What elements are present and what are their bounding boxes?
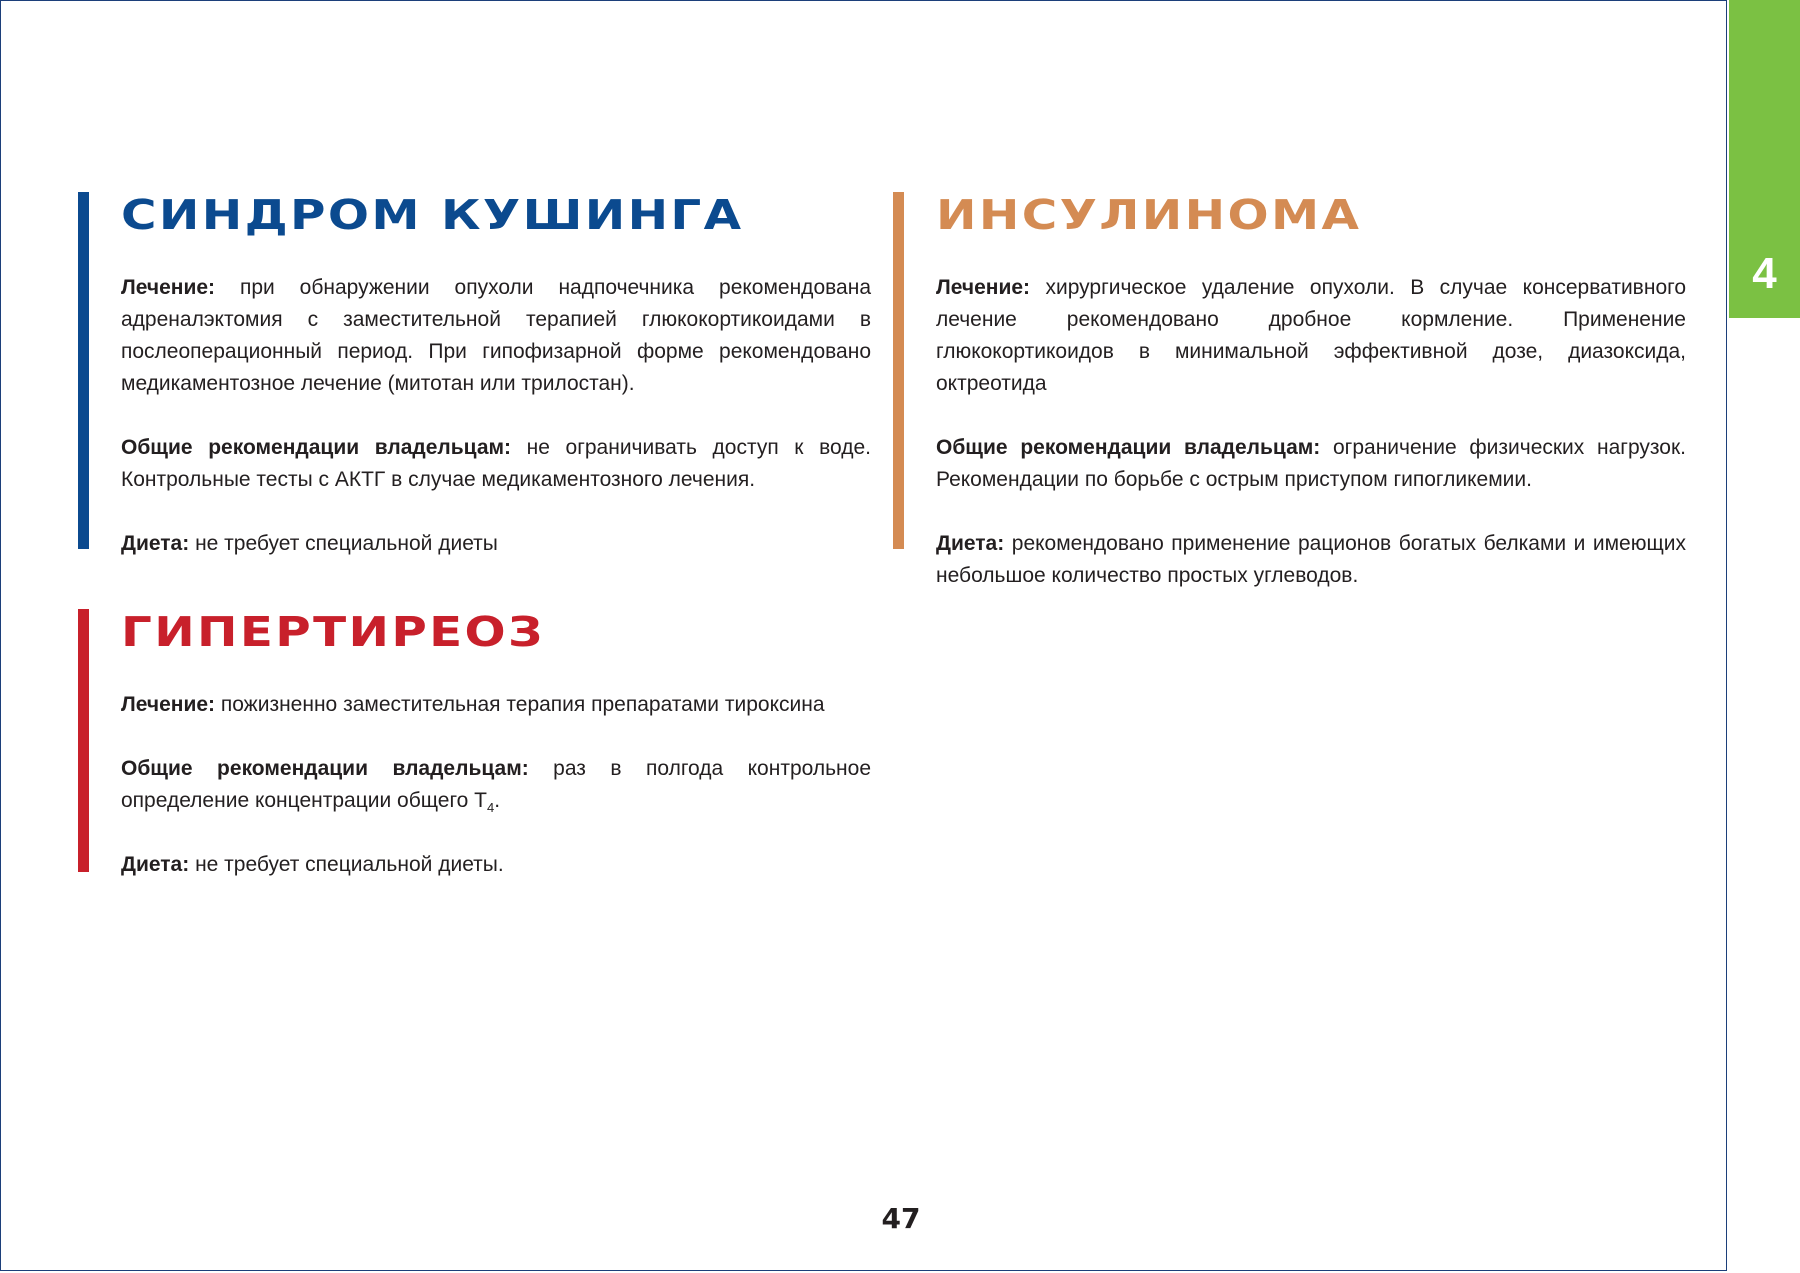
section-cushing-title: СИНДРОМ КУШИНГА <box>121 191 744 239</box>
insulinoma-diet-label: Диета: <box>936 532 1005 555</box>
insulinoma-owners-label: Общие рекомендации владельцам: <box>936 436 1321 459</box>
cushing-diet-label: Диета: <box>121 532 190 555</box>
page-number: 47 <box>881 1202 921 1235</box>
insulinoma-treatment <box>936 272 1686 400</box>
cushing-owners-label: Общие рекомендации владельцам: <box>121 436 512 459</box>
section-hyperthyroid-accent-bar <box>78 609 89 872</box>
chapter-number: 4 <box>1752 249 1777 298</box>
hyperthyroid-owners-end: . <box>494 789 501 812</box>
cushing-owners <box>121 432 871 496</box>
hyperthyroid-diet <box>121 849 871 881</box>
hyperthyroid-owners <box>121 753 871 817</box>
cushing-diet <box>121 528 871 560</box>
insulinoma-owners <box>936 432 1686 496</box>
insulinoma-treatment-text: хирургическое удаление опухоли. В случае консервативного лечение рекомендовано дробное кормление. Применение глюкокортикоидов в минимальной эффективной дозе, диазоксида, октреотида <box>936 276 1686 395</box>
hyperthyroid-owners-text: раз в полгода контрольное определение концентрации общего Т <box>121 757 871 812</box>
cushing-treatment-text: при обнаружении опухоли надпочечника рекомендована адреналэктомия с заместительной терапией глюкокортикоидами в послеоперационный период. При гипофизарной форме рекомендовано медикаментозное лечение (митотан или трилостан). <box>121 276 871 395</box>
cushing-owners-text: не ограничивать доступ к воде. Контрольные тесты с АКТГ в случае медикаментозного лечения. <box>121 436 872 491</box>
hyperthyroid-diet-label: Диета: <box>121 853 190 876</box>
section-cushing-accent-bar <box>78 192 89 549</box>
hyperthyroid-owners-subscript: 4 <box>487 800 495 816</box>
section-hyperthyroid-title: ГИПЕРТИРЕОЗ <box>121 608 545 656</box>
section-insulinoma-title: ИНСУЛИНОМА <box>936 191 1362 239</box>
insulinoma-treatment-label: Лечение: <box>936 276 1031 299</box>
insulinoma-diet-text: рекомендовано применение рационов богатых белками и имеющих небольшое количество простых углеводов. <box>936 532 1686 587</box>
cushing-treatment-label: Лечение: <box>121 276 216 299</box>
cushing-diet-text: не требует специальной диеты <box>189 532 498 555</box>
insulinoma-owners-text: ограничение физических нагрузок. Рекомендации по борьбе с острым приступом гипогликемии. <box>936 436 1686 491</box>
hyperthyroid-treatment <box>121 689 871 721</box>
section-insulinoma <box>936 192 1686 592</box>
hyperthyroid-treatment-label: Лечение: <box>121 693 216 716</box>
insulinoma-diet <box>936 528 1686 592</box>
cushing-treatment <box>121 272 871 400</box>
section-hyperthyroid <box>121 609 871 881</box>
hyperthyroid-treatment-text: пожизненно заместительная терапия препаратами тироксина <box>215 693 825 716</box>
hyperthyroid-owners-label: Общие рекомендации владельцам: <box>121 757 529 780</box>
section-cushing <box>121 192 871 560</box>
section-insulinoma-accent-bar <box>893 192 904 549</box>
hyperthyroid-diet-text: не требует специальной диеты. <box>189 853 504 876</box>
